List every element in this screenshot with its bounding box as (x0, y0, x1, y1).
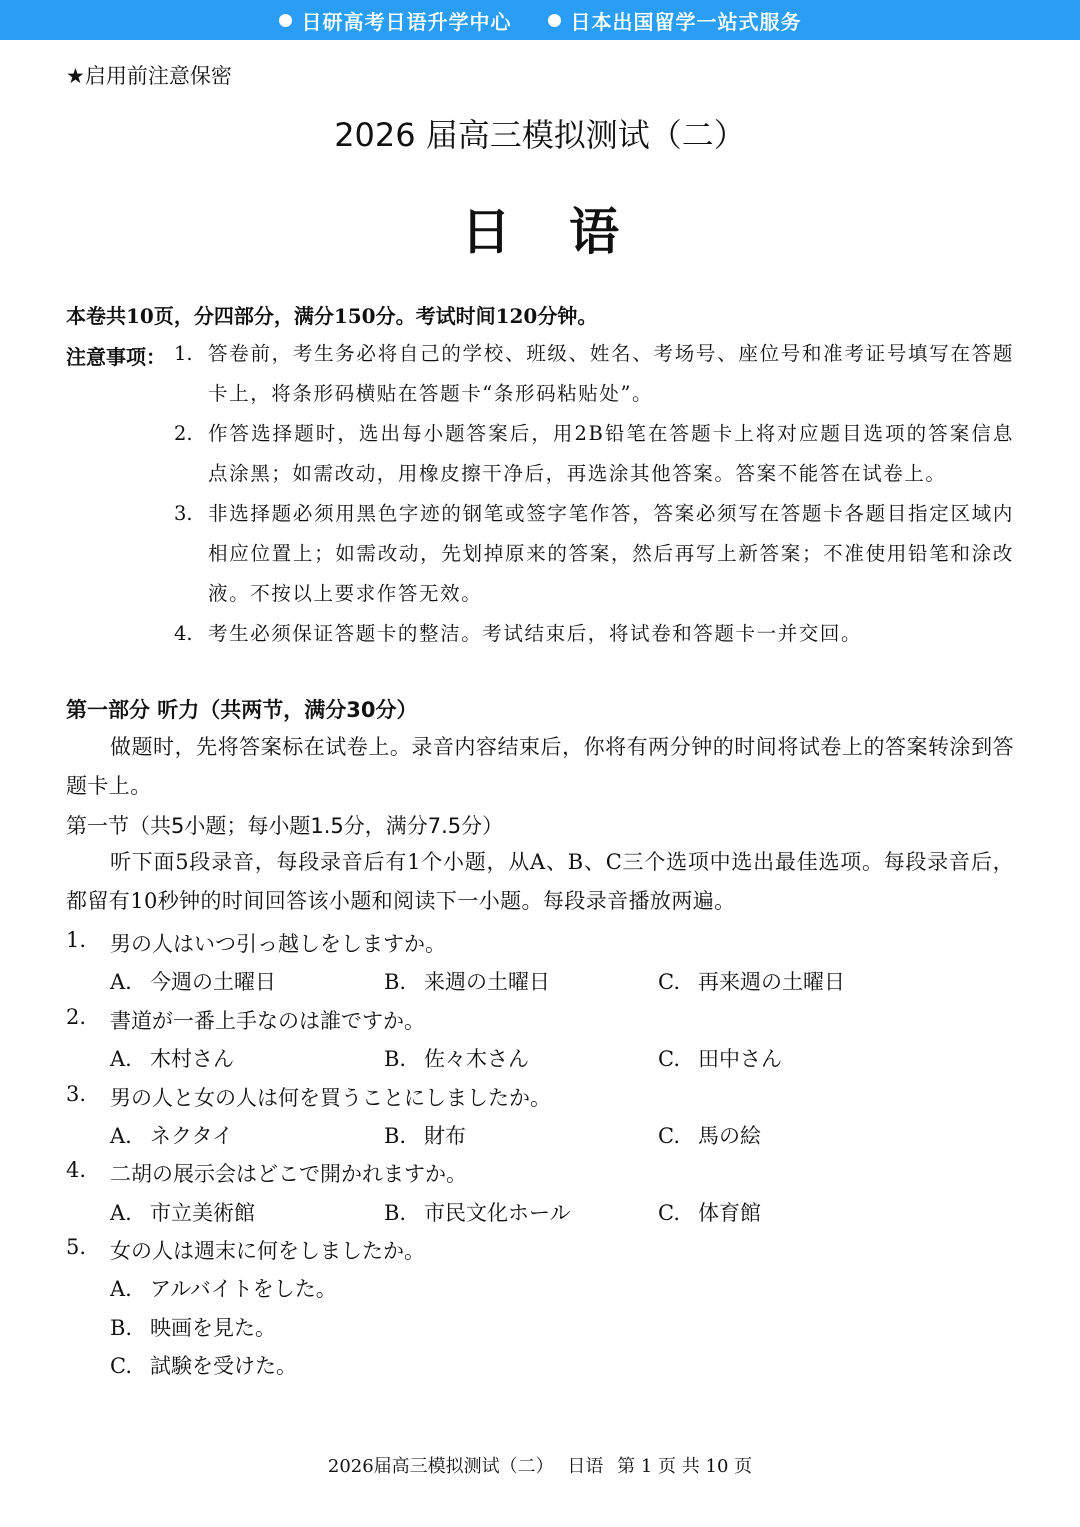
option-a (110, 1120, 233, 1150)
option-a (110, 1043, 234, 1073)
exam-title: 2026 届高三模拟测试（二） (334, 116, 746, 154)
question-number: 1. (66, 928, 87, 952)
footer-exam-title: 2026届高三模拟测试（二） (327, 1456, 554, 1477)
footer-page-number: 第 1 页 共 10 页 (617, 1456, 753, 1477)
footer-subject: 日语 (567, 1456, 604, 1477)
option-a (110, 966, 276, 996)
question-number: 5. (66, 1235, 87, 1259)
banner-item-2 (548, 6, 802, 35)
note-text: 作答选择题时，选出每小题答案后，用2B铅笔在答题卡上将对应题目选项的答案信息点涂黑；如需改动，用橡皮擦干净后，再选涂其他答案。答案不能答在试卷上。 (208, 422, 1014, 485)
option-letter: C. (658, 1124, 680, 1148)
banner-text-1: 日研高考日语升学中心 (301, 9, 512, 34)
option-text: 体育館 (698, 1201, 761, 1225)
subject-title: 日语 (461, 203, 677, 261)
option-letter: C. (658, 1047, 680, 1071)
question-number: 4. (66, 1158, 87, 1182)
note-number: 1. (174, 342, 193, 365)
option-letter: B. (384, 1124, 407, 1148)
note-number: 2. (174, 422, 193, 445)
bullet-icon (548, 14, 561, 27)
option-letter: A. (110, 1201, 132, 1225)
confidential-label: ★启用前注意保密 (66, 64, 232, 88)
option-text: ネクタイ (150, 1124, 234, 1148)
option-text: 再来週の土曜日 (698, 970, 845, 994)
option-b (384, 966, 550, 996)
top-banner (0, 0, 1080, 40)
option-b (110, 1312, 276, 1342)
section1-instruction: 听下面5段录音，每段录音后有1个小题，从A、B、C三个选项中选出最佳选项。每段录音后，都留有10秒钟的时间回答该小题和阅读下一小题。每段录音播放两遍。 (66, 850, 1014, 913)
banner-item-1 (279, 6, 512, 35)
banner-text-2: 日本出国留学一站式服务 (570, 9, 802, 34)
option-a (110, 1197, 255, 1227)
option-text: 映画を見た。 (150, 1316, 276, 1340)
option-letter: A. (110, 1047, 132, 1071)
option-text: 田中さん (698, 1047, 782, 1071)
option-text: 市立美術館 (150, 1201, 255, 1225)
question-text: 二胡の展示会はどこで開かれますか。 (110, 1162, 467, 1186)
bullet-icon (279, 14, 292, 27)
option-letter: A. (110, 970, 132, 994)
note-number: 3. (174, 502, 193, 525)
option-letter: C. (658, 1201, 680, 1225)
option-text: 木村さん (150, 1047, 234, 1071)
option-letter: C. (110, 1354, 132, 1378)
note-text: 答卷前，考生务必将自己的学校、班级、姓名、考场号、座位号和准考证号填写在答题卡上，将条形码横贴在答题卡“条形码粘贴处”。 (208, 342, 1014, 405)
note-text: 非选择题必须用黑色字迹的钢笔或签字笔作答，答案必须写在答题卡各题目指定区域内相应位置上；如需改动，先划掉原来的答案，然后再写上新答案；不准使用铅笔和涂改液。不按以上要求作答无效。 (208, 502, 1014, 605)
option-c (658, 1043, 782, 1073)
question-text: 男の人はいつ引っ越しをしますか。 (110, 932, 446, 956)
option-text: 市民文化ホール (424, 1201, 571, 1225)
exam-summary: 本卷共10页，分四部分，满分150分。考试时间120分钟。 (66, 304, 598, 328)
option-b (384, 1197, 571, 1227)
option-b (384, 1120, 466, 1150)
option-text: 試験を受けた。 (150, 1354, 297, 1378)
note-text: 考生必须保证答题卡的整洁。考试结束后，将试卷和答题卡一并交回。 (208, 622, 863, 645)
option-text: 今週の土曜日 (150, 970, 276, 994)
option-c (658, 966, 845, 996)
question-text: 書道が一番上手なのは誰ですか。 (110, 1009, 425, 1033)
option-letter: B. (384, 970, 407, 994)
option-letter: C. (658, 970, 680, 994)
option-c (658, 1197, 761, 1227)
question-number: 3. (66, 1082, 87, 1106)
option-letter: B. (384, 1047, 407, 1071)
option-letter: B. (110, 1316, 133, 1340)
option-text: 佐々木さん (424, 1047, 529, 1071)
question-number: 2. (66, 1005, 87, 1029)
section1-heading: 第一节（共5小题；每小题1.5分，满分7.5分） (66, 814, 504, 838)
option-c (110, 1350, 297, 1380)
question-text: 女の人は週末に何をしましたか。 (110, 1239, 425, 1263)
option-b (384, 1043, 529, 1073)
option-text: 馬の絵 (698, 1124, 761, 1148)
option-text: 財布 (424, 1124, 466, 1148)
option-a (110, 1273, 337, 1303)
option-c (658, 1120, 761, 1150)
option-letter: A. (110, 1277, 132, 1301)
option-letter: A. (110, 1124, 132, 1148)
note-number: 4. (174, 622, 193, 645)
option-text: 来週の土曜日 (424, 970, 550, 994)
page-footer (0, 1452, 1080, 1478)
option-text: アルバイトをした。 (150, 1277, 337, 1301)
notes-label: 注意事项： (66, 345, 166, 369)
option-letter: B. (384, 1201, 407, 1225)
part1-heading: 第一部分 听力（共两节，满分30分） (66, 698, 418, 722)
part1-instruction: 做题时，先将答案标在试卷上。录音内容结束后，你将有两分钟的时间将试卷上的答案转涂到答题卡上。 (66, 735, 1014, 798)
question-text: 男の人と女の人は何を買うことにしましたか。 (110, 1086, 551, 1110)
